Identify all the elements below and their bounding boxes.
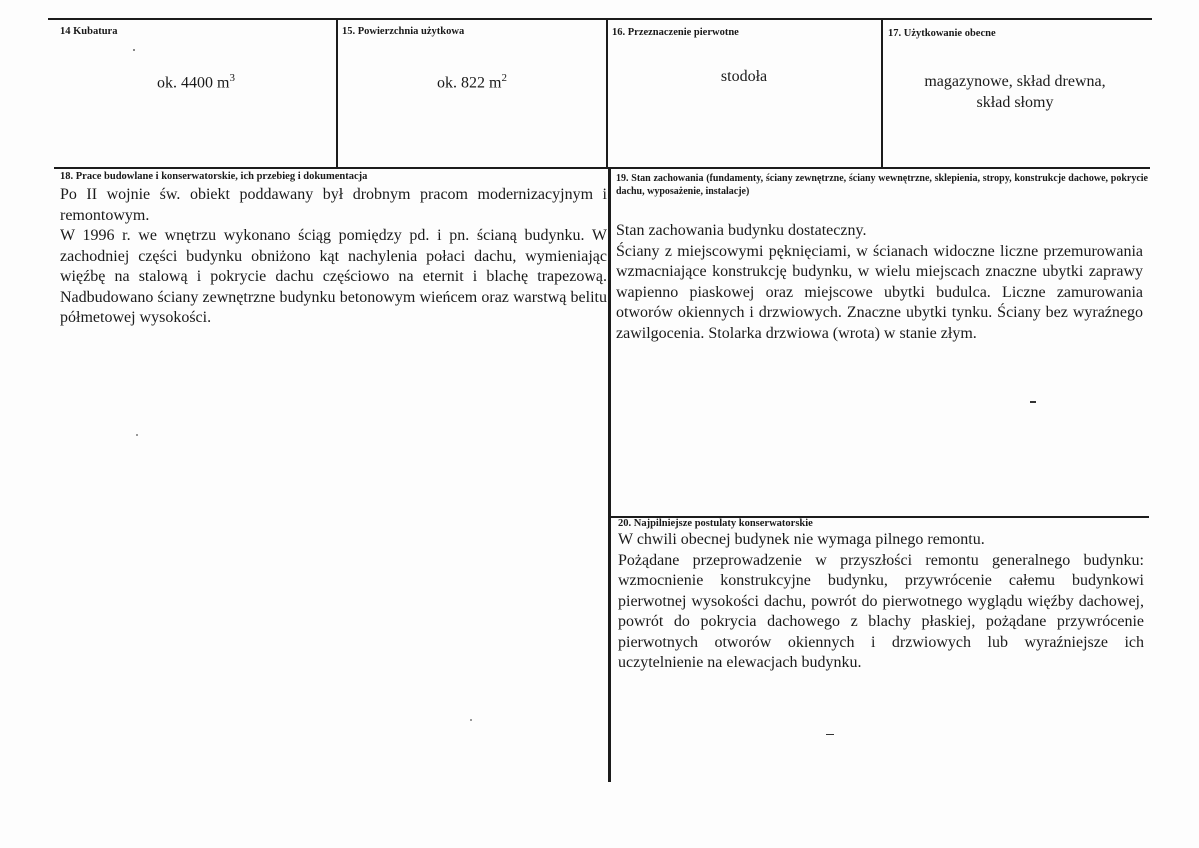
postulaty-paragraph-1: W chwili obecnej budynek nie wymaga pilnego remontu. (618, 531, 985, 548)
prace-paragraph-1: Po II wojnie św. obiekt poddawany był drobnym pracom modernizacyjnym i remontowym. (60, 186, 607, 224)
scan-speck (470, 719, 472, 721)
postulaty-paragraph-2: Pożądane przeprowadzenie w przyszłości remontu generalnego budynku: wzmocnienie konstrukcyjne budynku, przywrócenie całemu budynkowi pierwotnej wysokości dachu, powrót do pierwotnego wyglądu więźby dachowej, powrót do pokrycia dachowego z blachy płaskiej, pożądane przywrócenie pierwotnych otworów okiennych i drzwiowych lub wyraźniejsze ich uczytelnienie na elewacjach budynku. (618, 551, 1144, 671)
prace-paragraph-2: W 1996 r. we wnętrzu wykonano ściąg pomiędzy pd. i pn. ścianą budynku. W zachodniej części budynku obniżono kąt nachylenia połaci dachu, wymieniając więźbę na stalową i pokrycie dachu częściowo na eternit i blachę trapezową. Nadbudowano ściany zewnętrzne budynku betonowym wieńcem oraz warstwą belitu półmetowej wysokości. (60, 227, 607, 326)
przeznaczenie-value: stodoła (720, 68, 768, 85)
row-divider (54, 167, 1150, 169)
scan-speck (133, 49, 135, 51)
scan-speck (826, 734, 834, 735)
stan-label: 19. Stan zachowania (fundamenty, ściany zewnętrzne, ściany wewnętrzne, sklepienia, stropy, konstrukcje dachowe, pokrycie dachu, wyposażenie, instalacje) (616, 173, 1148, 197)
postulaty-label: 20. Najpilniejsze postulaty konserwatorskie (618, 518, 813, 529)
divider-14-15 (336, 20, 338, 168)
uzytkowanie-value-line2: skład słomy (976, 94, 1054, 111)
stan-body (616, 221, 1143, 344)
scan-speck (136, 434, 138, 436)
powierzchnia-unit-exponent: 2 (501, 72, 507, 84)
powierzchnia-value-text: ok. 822 m (437, 74, 502, 92)
kubatura-unit-exponent: 3 (229, 72, 235, 84)
powierzchnia-label: 15. Powierzchnia użytkowa (342, 26, 465, 37)
stan-paragraph-2: Ściany z miejscowymi pęknięciami, w ścianach widoczne liczne przemurowania wzmacniające konstrukcję budynku, w wielu miejscach znaczne ubytki zaprawy wapienno piaskowej oraz miejscowe ubytki budulca. Liczne zamurowania otworów okiennych i drzwiowych. Znaczne ubytki tynku. Ściany bez wyraźnego zawilgocenia. Stolarka drzwiowa (wrota) w stanie złym. (616, 242, 1143, 342)
przeznaczenie-label: 16. Przeznaczenie pierwotne (612, 27, 739, 38)
powierzchnia-value (338, 72, 606, 92)
uzytkowanie-value (884, 71, 1146, 113)
top-rule (48, 18, 1152, 20)
postulaty-body (618, 530, 1144, 674)
scan-speck (1030, 401, 1036, 403)
prace-label: 18. Prace budowlane i konserwatorskie, ich przebieg i dokumentacja (60, 171, 368, 182)
divider-16-17 (881, 20, 883, 168)
kubatura-value (60, 72, 332, 92)
divider-18-19 (608, 168, 611, 782)
kubatura-label: 14 Kubatura (60, 26, 118, 37)
stan-paragraph-1: Stan zachowania budynku dostateczny. (616, 222, 867, 239)
uzytkowanie-label: 17. Użytkowanie obecne (888, 28, 996, 39)
divider-15-16 (606, 20, 608, 168)
kubatura-value-text: ok. 4400 m (157, 74, 230, 92)
uzytkowanie-value-line1: magazynowe, skład drewna, (924, 73, 1106, 90)
prace-body (60, 185, 607, 329)
